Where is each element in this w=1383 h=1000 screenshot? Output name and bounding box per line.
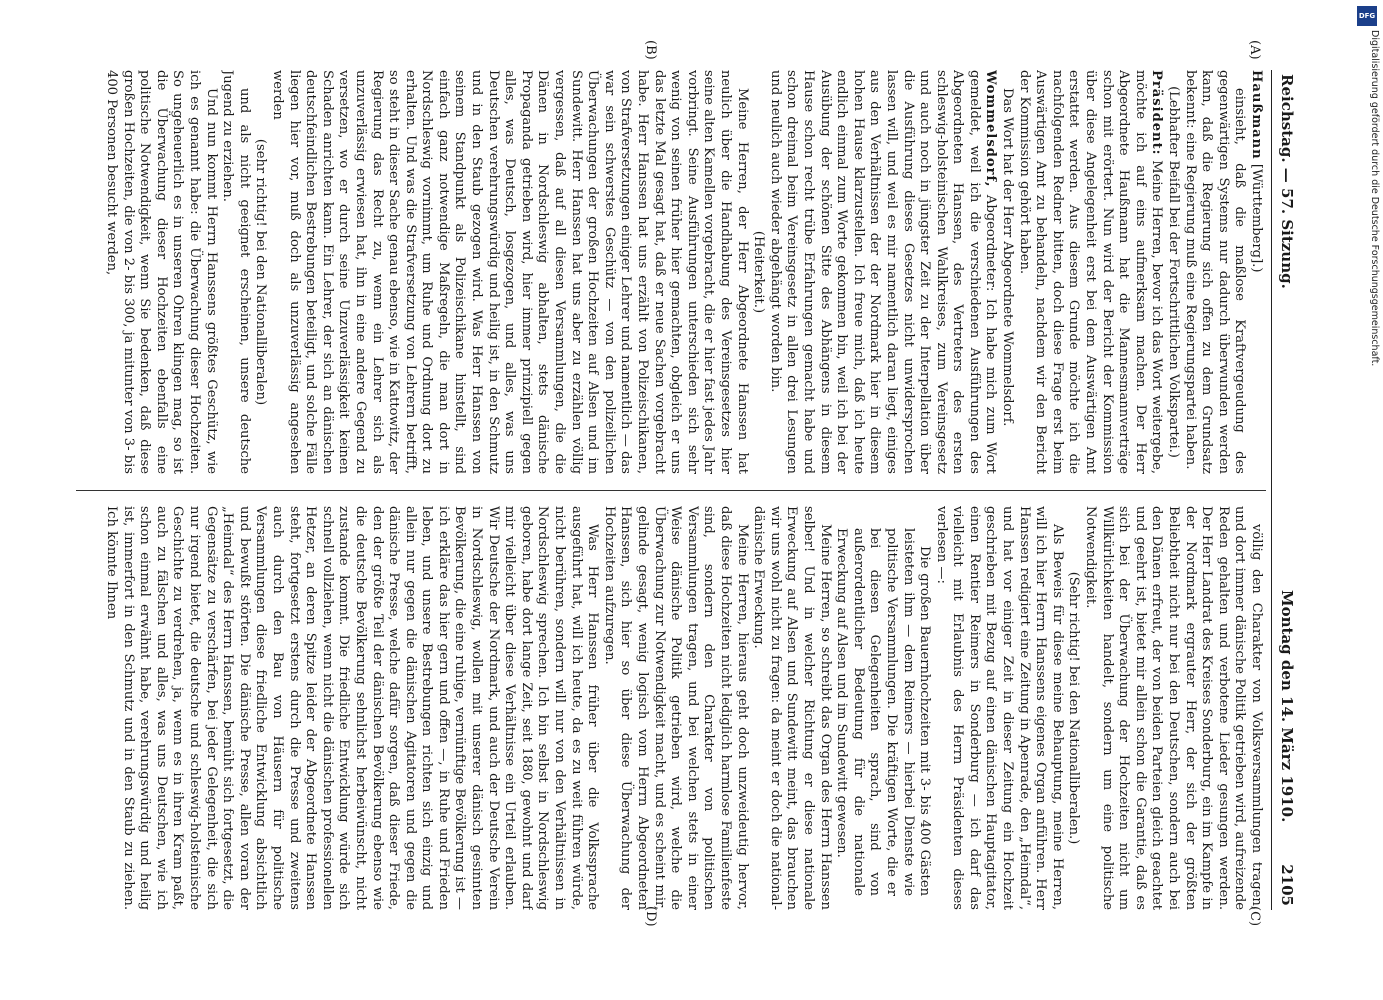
digitization-text: Digitalisierung gefördert durch die Deutsche Forschungsgemeinschaft. [1369,30,1380,367]
text-column-left [84,70,1264,474]
speaker-name: Präsident: [1149,70,1165,156]
page-number: 2105 [1278,864,1296,906]
quoted-passage: Die großen Bauernhochzeiten mit 3- bis 400 Gästen leisteten ihm — dem Reimers — hierbei Dienste wie politische Versammlungen. Die kräftigen Worte, die er bei diesen Gelegenheiten sprach, sind von außerordentlicher Bedeutung für die nationale Erweckung auf Alsen und im Sundewitt gewesen. [834,528,933,896]
speech-paragraph: Meine Herren, der Herr Abgeordnete Hanssen hat neulich über die Handhabung des Vereinsgesetzes hier seine alten Kamellen vorgebracht, die er hier fast jedes Jahr vorbringt. Seine Ausführungen unterschieden sich sehr wenig von seinen früher hier gemachten, obgleich er uns das letzte Mal gesagt hat, daß er neue Sachen vorgebracht habe. Herr Hanssen hat uns erzählt von Polizeischikanen, von Strafversetzungen einiger Lehrer und namentlich — das war sein schwerstes Geschütz — von den polizeilichen Überwachungen der großen Hochzeiten auf Alsen und im Sundewitt. Herr Hanssen hat uns aber zu erzählen völlig vergessen, daß auf all diesen Versammlungen, die die Dänen in Nordschleswig abhalten, stets dänische Propaganda getrieben wird, hier immer prinzipiell gegen alles, was Deutsch, losgezogen, und alles, was uns Deutschen verehrungswürdig und heilig ist, in den Schmutz und in den Staub gezogen wird. Was Herr Hanssen von seinem Standpunkt als Polizeischikane hinstellt, sind einfach ganz notwendige Maßregeln, die man dort in Nordschleswig vornimmt, um Ruhe und Ordnung dort zu erhalten. Und was die Strafversetzung von Lehrern betrifft, so steht in dieser Sache genau ebenso, wie in Kattowitz, der Regierung das Recht zu, wenn ein Lehrer sich als unzuverlässig erwiesen hat, ihn in eine andere Gegend zu versetzen, wo er durch seine Unzuverlässigkeit keinen Schaden anrichten kann. Ein Lehrer, der sich an dänischen deutschfeindlichen Bestrebungen beteiligt, und solche Fälle liegen hier vor, muß doch als unzuverlässig angesehen werden [269,70,750,474]
speech-paragraph: Als Beweis für diese meine Behauptung, meine Herren, will ich hier Herrn Hanssens eigenes Organ anführen. Herr Hanssen redigiert eine Zeitung in Apenrade, den „Heimdal“, und hat vor einiger Zeit in dieser Zeitung ein Hochzeit geschrieben mit Bezug auf einen dänischen Hauptagitator, einen Rentier Reimers in Sonderburg — ich darf das vielleicht mit Erlaubnis des Herrn Präsidenten dieses verlesen —: [933,506,1065,910]
text-column-right [84,506,1264,910]
stage-direction: (Sehr richtig! bei den Nationalliberalen.) [1066,571,1082,845]
speech-paragraph: Was Herr Hanssen früher über die Volkssprache ausgeführt hat, will ich heute, da es zu weit führen würde, nicht berühren, sondern will nur von den Verhältnissen in Nordschleswig sprechen. Ich bin selbst in Nordschleswig geboren, habe dort lange Zeit, seit 1880, gewohnt und darf mir vielleicht über diese Verhältnisse ein Urteil erlauben. Wir Deutsche der Nordmark, und auch der Deutsche Verein in Nordschleswig, wollen mit unserer dänisch gesinnten Bevölkerung, die eine ruhige, vernünftige Bevölkerung ist — ich erkläre das hier gern und offen —, in Ruhe und Frieden leben, und unsere Bestrebungen richten sich einzig und allein nur gegen die dänischen Agitatoren und gegen die dänische Presse, welche dafür sorgen, daß dieser Friede, den der größte Teil der dänischen Bevölkerung ebenso wie die deutsche Bevölkerung sehnlichst herbeiwünscht, nicht zustande kommt. Die friedliche Entwicklung würde sich schnell vollziehen, wenn nicht die dänischen professionellen Hetzer, an deren Spitze leider der Abgeordnete Hanssen steht, fortgesetzt erstens durch die Presse und zweitens auch durch den Bau von Häusern für politische Versammlungen diese friedliche Entwicklung absichtlich und bewußt störten. Die dänische Presse, allen voran der „Heimdal“ des Herrn Hanssen, bemüht sich fortgesetzt, die Gegensätze zu verschärfen, bei jeder Gelegenheit, die sich nur irgend bietet, die deutsche und schleswig-holsteinische Geschichte zu verdrehen, ja, wenn es in ihren Kram paßt, auch zu fälschen und alles, was uns Deutschen, wie ich schon einmal erwähnt habe, verehrungswürdig und heilig ist, immerfort in den Schmutz und in den Staub zu ziehen. Ich könnte Ihnen [104,506,601,910]
column-divider [76,490,1266,491]
speech-text: Meine Herren, bevor ich das Wort weitergebe, möchte ich auf eins aufmerksam machen. Der Herr Abgeordnete Haußmann hat die Mannesmannverträge schon mit erörtert. Nun wird der Bericht der Kommission über diese Angelegenheit erst bei dem Auswärtigen Amt erstattet werden. Aus diesem Grunde möchte ich die nachfolgenden Redner bitten, doch diese Frage erst beim Auswärtigen Amt zu behandeln, nachdem wir den Bericht der Kommission gehört haben. [1016,70,1165,474]
speaker-paragraph [766,70,998,474]
margin-mark-a: (A) [1247,40,1262,60]
rotated-page [62,40,1298,927]
dfg-logo: DFG [1357,6,1377,26]
margin-mark-b: (B) [643,40,658,60]
header-left: Reichstag. — 57. Sitzung. [1278,74,1296,289]
stage-direction: (Heiterkeit.) [751,230,767,314]
speaker-paragraph [1015,70,1164,474]
header-date: Montag den 14. März 1910. [1278,590,1296,823]
speech-paragraph: Und nun kommt Herrn Hanssens größtes Geschütz, wie ich es genannt habe: die Überwachung dieser Hochzeiten. So ungeheuerlich es in unseren Ohren klingen mag, so ist die Überwachung dieser Hochzeiten ebenfalls eine politische Notwendigkeit, wenn Sie bedenken, daß diese großen Hochzeiten, die von 2- bis 300, ja mitunter von 3- bis 400 Personen besucht werden, [104,70,219,474]
speech-paragraph: völlig den Charakter von Volksversammlungen tragen, und dort immer dänische Politik getrieben wird, aufreizende Reden gehalten und verbotene Lieder gesungen werden. Der Herr Landrat des Kreises Sonderburg, ein im Kampfe in der Nordmark ergrauter Herr, der sich der größten Beliebtheit nicht nur bei den Deutschen, sondern auch bei den Dänen erfreut, der von beiden Parteien gleich geachtet und geehrt ist, bietet mir allein schon die Garantie, daß es sich bei der Überwachung der Hochzeiten nicht um Willkürlichkeiten handelt, sondern um eine politische Notwendigkeit. [1083,506,1264,910]
speaker-name: Wommelsdorf, [983,70,999,188]
margin-mark-c: (C) [1247,906,1262,927]
speech-paragraph: und als nicht geeignet erscheinen, unsere deutsche Jugend zu erziehen. [220,70,252,474]
running-header [1272,70,1298,910]
margin-mark-d: (D) [643,906,658,927]
speech-paragraph: Das Wort hat der Herr Abgeordnete Wommelsdorf. [1000,88,1016,427]
speech-paragraph: Meine Herren, so schreibt das Organ des Herrn Hanssen selber! Und in welcher Richtung er diese nationale Erweckung auf Alsen und Sundewitt meint, das brauchen wir uns wohl nicht zu fragen: da meint er doch die national-dänische Erweckung. [751,506,833,910]
stage-direction: (Lebhafter Beifall bei der Fortschrittlichen Volkspartei.) [1166,86,1182,458]
stage-direction: (sehr richtig! bei den Nationalliberalen) [253,138,269,406]
speaker-paragraph [1247,70,1264,474]
speech-text: Abgeordneter: Ich habe mich zum Wort gemeldet, weil ich die verschiedenen Ausführungen des Abgeordneten Hanssen, des Vertreters des ersten schleswig-holsteinischen Wahlkreises, zum Vereinsgesetz und auch noch in jüngster Zeit zu der Interpellation über die Ausführung dieses Gesetzes nicht unwidersprochen lassen will, und weil es mir namentlich daran liegt, einiges aus den Verhältnissen der der Nordmark hier in diesem hohen Hause klarzustellen. Ich freue mich, daß ich heute endlich einmal zum Worte gekommen bin, weil ich bei der Ausübung der schönen Sitte des Abhängens in diesem Hause schon recht trübe Erfahrungen gemacht habe und schon dreimal beim Vereinsgesetz in allen drei Lesungen und neulich auch wieder abgehängt worden bin. [767,70,999,474]
header-rule [1271,70,1272,910]
speaker-name: Haußmann [1249,70,1264,160]
speech-paragraph: Meine Herren, hieraus geht doch unzweideutig hervor, daß diese Hochzeiten nicht lediglich harmlose Familienfeste sind, sondern den Charakter von politischen Versammlungen tragen, und bei welchen stets in einer Weise dänische Politik getrieben wird, welche die Überwachung zur Notwendigkeit macht, und es scheint mir, gelinde gesagt, wenig logisch vom Herrn Abgeordneten Hanssen, sich hier so über diese Überwachung der Hochzeiten aufzuregen. [601,506,750,910]
speech-text: [Württemberg].) [1249,163,1264,273]
speech-paragraph: einsieht, daß die maßlose Kraftvergeudung des gegenwärtigen Systems nur dadurch überwunden werden kann, daß die Regierung sich offen zu dem Grundsatz bekennt: eine Regierung muß eine Regierungspartei haben. [1182,70,1248,474]
